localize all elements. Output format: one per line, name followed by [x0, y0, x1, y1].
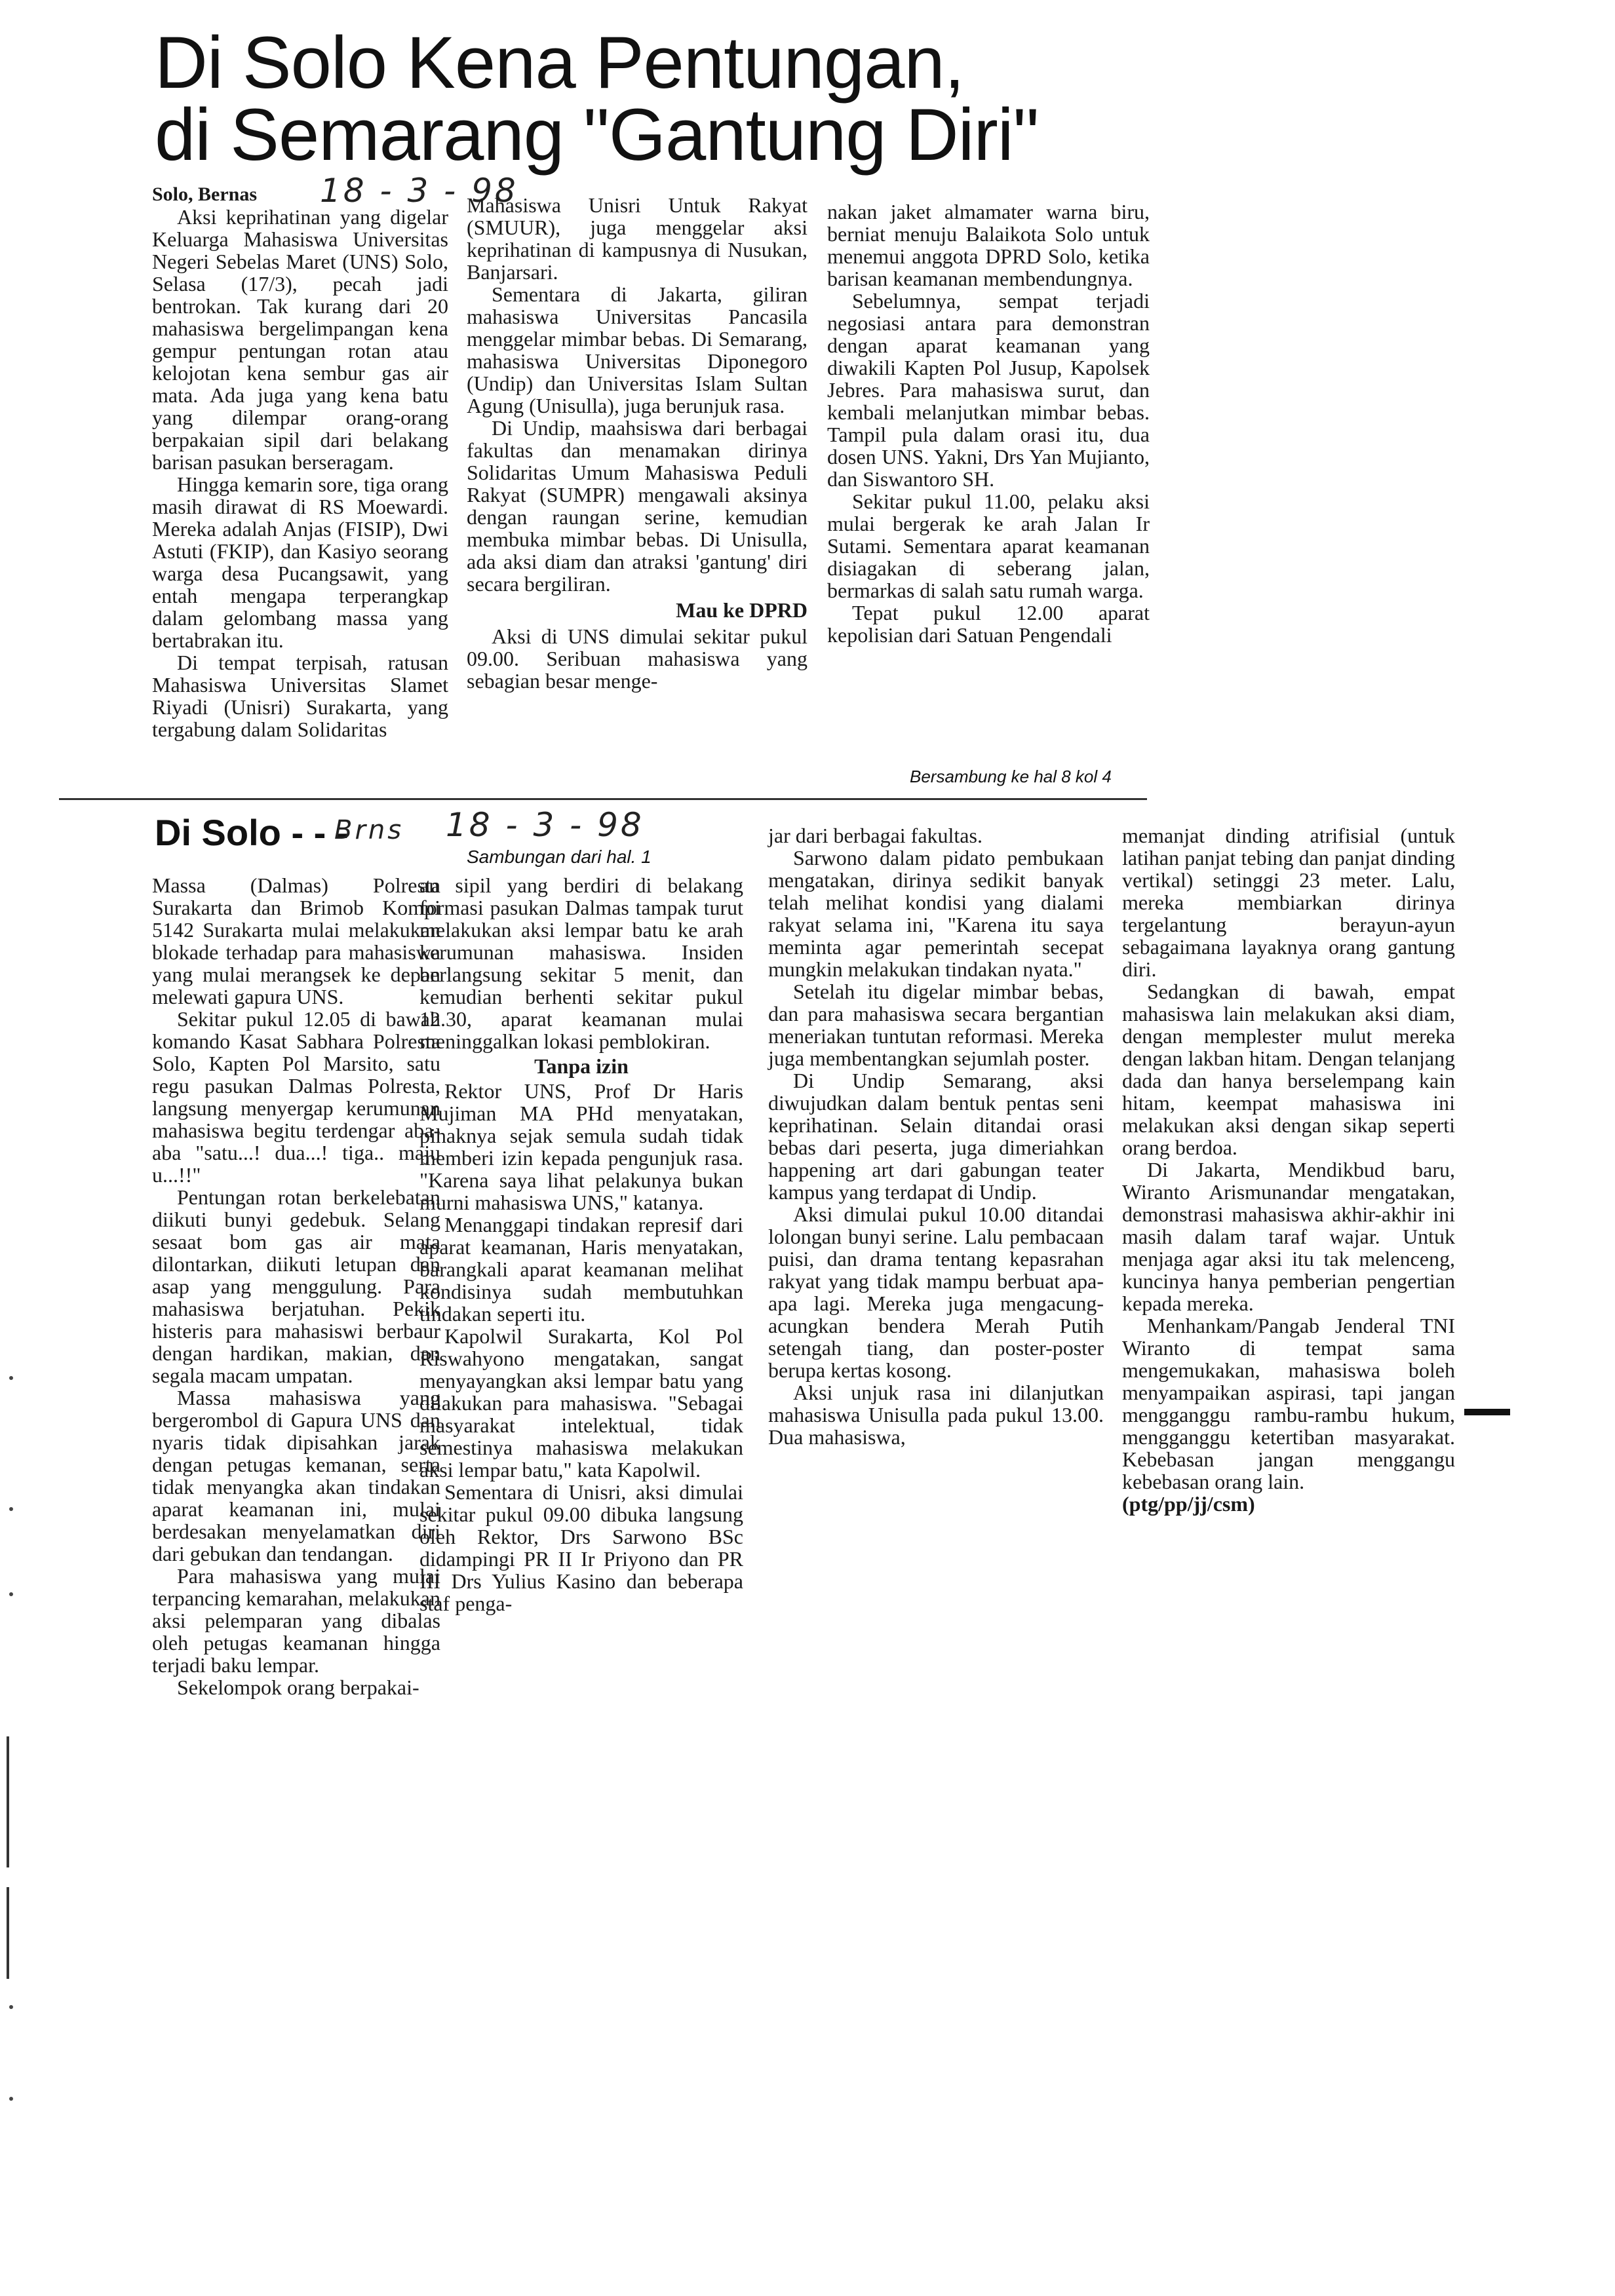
paragraph: Menhankam/Pangab Jenderal TNI Wiranto di tempat sama mengemukakan, mahasiswa boleh menyampaikan aspirasi, tapi jangan mengganggu rambu-rambu hukum, mengganggu ketertiban masyarakat. Kebebasan jangan menggangu kebebasan orang lain. — [1122, 1314, 1455, 1493]
article2-column-1 — [152, 874, 440, 1698]
paragraph: Di tempat terpisah, ratusan Mahasiswa Universitas Slamet Riyadi (Unisri) Surakarta, yang tergabung dalam Solidaritas — [152, 651, 448, 741]
scan-dot — [9, 1592, 13, 1596]
paragraph: Sekelompok orang berpakai- — [177, 1675, 419, 1699]
paragraph: Tepat pukul 12.00 aparat kepolisian dari Satuan Pengendali — [827, 601, 1150, 647]
article2-column-3 — [768, 824, 1104, 1448]
article2-title: Di Solo - - - — [155, 812, 349, 853]
article2-column-4 — [1122, 824, 1455, 1515]
paragraph: Hingga kemarin sore, tiga orang masih dirawat di RS Moewardi. Mereka adalah Anjas (FISIP), Dwi Astuti (FKIP), dan Kasiyo seorang warga desa Pucangsawit, yang entah mengapa terperangkap dalam gelombang massa yang bertabrakan itu. — [152, 472, 448, 652]
paragraph: Sedangkan di bawah, empat mahasiswa lain melakukan aksi diam, dengan memplester mulut mereka dengan lakban hitam. Dengan telanjang dada dan hanya berselempang kain hitam, keempat mahasiswa ini melakukan aksi dengan sikap seperti orang berdoa. — [1122, 980, 1455, 1159]
author-initials: (ptg/pp/jj/csm) — [1122, 1492, 1255, 1516]
dateline: Solo, Bernas — [152, 183, 258, 205]
article1-column-2 — [467, 194, 808, 692]
continued-from-note: Sambungan dari hal. 1 — [467, 847, 652, 867]
scan-dot — [9, 1376, 13, 1380]
headline-line-1: Di Solo Kena Pentungan, — [155, 22, 964, 104]
paragraph: Aksi unjuk rasa ini dilanjutkan mahasiswa Unisulla pada pukul 13.00. Dua mahasiswa, — [768, 1381, 1104, 1449]
paragraph: Sarwono dalam pidato pembukaan mengatakan, dirinya sedikit banyak telah melihat kondisi yang dialami rakyat selama ini, "Karena itu saya meminta agar pemerintah secepat mungkin melakukan tindakan nyata." — [768, 846, 1104, 981]
paragraph: Massa mahasiswa yang bergerombol di Gapura UNS dan nyaris tidak dipisahkan jarak dengan petugas kemanan, serta tidak menyangka akan tindakan aparat keamanan ini, mulai berdesakan menyelamatkan diri dari gebukan dan tendangan. — [152, 1386, 440, 1565]
article2-column-2 — [419, 874, 743, 1615]
headline-line-2: di Semarang "Gantung Diri" — [155, 94, 1039, 176]
paragraph: Rektor UNS, Prof Dr Haris Mujiman MA PHd menyatakan, pihaknya sejak semula sudah tidak memberi izin kepada pengunjuk rasa. "Karena saya lihat pelakunya bukan murni mahasiswa UNS," katanya. — [419, 1079, 743, 1214]
paragraph: Kapolwil Surakarta, Kol Pol Riswahyono mengatakan, sangat menyayangkan aksi lempar batu yang dilakukan para mahasiswa. "Sebagai masyarakat intelektual, tidak semestinya mahasiswa melakukan aksi lempar batu," kata Kapolwil. — [419, 1324, 743, 1482]
paragraph: memanjat dinding atrifisial (untuk latihan panjat tebing dan panjat dinding vertikal) setinggi 23 meter. Lalu, mereka membiarkan dirinya tergelantung berayun-ayun sebagaimana layaknya orang gantung diri. — [1122, 824, 1455, 981]
scan-dot — [9, 1507, 13, 1511]
paragraph: Di Jakarta, Mendikbud baru, Wiranto Arismunandar mengatakan, demonstrasi mahasiswa akhir-akhir ini masih dalam taraf wajar. Untuk menjaga agar aksi itu tak melenceng, kuncinya hanya pemberian pengertian kepada mereka. — [1122, 1158, 1455, 1315]
paragraph: Di Undip Semarang, aksi diwujudkan dalam bentuk pentas seni keprihatinan. Selain ditandai orasi bebas dari peserta, juga dimeriahkan happening art dari gabungan teater kampus yang terdapat di Undip. — [768, 1069, 1104, 1204]
paragraph: Sekitar pukul 11.00, pelaku aksi mulai bergerak ke arah Jalan Ir Sutami. Sementara aparat keamanan disiagakan di seberang jalan, bermarkas di salah satu rumah warga. — [827, 489, 1150, 602]
paragraph: jar dari berbagai fakultas. — [768, 824, 983, 847]
continued-note: Bersambung ke hal 8 kol 4 — [910, 767, 1112, 786]
paragraph: Sementara di Unisri, aksi dimulai sekitar pukul 09.00 dibuka langsung oleh Rektor, Drs Sarwono BSc didampingi PR II Ir Priyono dan PR III Drs Yulius Kasino dan beberapa staf penga- — [419, 1480, 743, 1615]
paragraph: Setelah itu digelar mimbar bebas, dan para mahasiswa secara bergantian meneriakan tuntutan reformasi. Mereka juga membentangkan sejumlah poster. — [768, 980, 1104, 1070]
subheading-mau-ke-dprd: Mau ke DPRD — [676, 598, 808, 622]
paragraph: an sipil yang berdiri di belakang formasi pasukan Dalmas tampak turut melakukan aksi lempar batu ke arah kerumunan mahasiswa. Insiden berlangsung sekitar 5 menit, dan kemudian berhenti sekitar pukul 12.30, aparat keamanan mulai meninggalkan lokasi pemblokiran. — [419, 873, 743, 1053]
paragraph: Para mahasiswa yang mulai terpancing kemarahan, melakukan aksi pelemparan yang dibalas oleh petugas keamanan hingga terjadi baku lempar. — [152, 1564, 440, 1677]
section-divider — [59, 798, 1147, 800]
scan-edge-line — [7, 1736, 9, 1867]
scan-mark — [1464, 1409, 1510, 1415]
scan-dot — [9, 2097, 13, 2101]
paragraph: Aksi di UNS dimulai sekitar pukul 09.00. Seribuan mahasiswa yang sebagian besar menge- — [467, 624, 808, 693]
paragraph: Mahasiswa Unisri Untuk Rakyat (SMUUR), juga menggelar aksi keprihatinan di kampusnya di Nusukan, Banjarsari. — [467, 193, 808, 284]
paragraph: Sekitar pukul 12.05 di bawah komando Kasat Sabhara Polresta Solo, Kapten Pol Marsito, satu regu pasukan Dalmas Polresta, langsung menyergap kerumunan mahasiswa begitu terdengar aba-aba "satu...! dua...! tiga.. maju u...!!" — [152, 1007, 440, 1187]
handwritten-note: Brns — [334, 815, 404, 845]
paragraph: Sementara di Jakarta, giliran mahasiswa Universitas Pancasila menggelar mimbar bebas. Di Semarang, mahasiswa Universitas Diponegoro (Undip) dan Universitas Islam Sultan Agung (Unisulla), juga berunjuk rasa. — [467, 282, 808, 417]
paragraph: Aksi dimulai pukul 10.00 ditandai lolongan bunyi serine. Lalu pembacaan puisi, dan drama tentang kepasrahan rakyat yang tidak mampu berbuat apa-apa lagi. Mereka juga mengacung-acungkan bendera Merah Putih setengah tiang, dan poster-poster berupa kertas kosong. — [768, 1202, 1104, 1382]
scan-edge-line — [7, 1887, 9, 1979]
paragraph: Di Undip, maahsiswa dari berbagai fakultas dan menamakan dirinya Solidaritas Umum Mahasiswa Peduli Rakyat (SUMPR) mengawali aksinya dengan raungan serine, kemudian membuka mimbar bebas. Di Unisulla, ada aksi diam dan atraksi 'gantung' diri secara bergiliran. — [467, 416, 808, 596]
scan-dot — [9, 2005, 13, 2009]
paragraph: Sebelumnya, sempat terjadi negosiasi antara para demonstran dengan aparat keamanan yang diwakili Kapten Pol Jusup, Kapolsek Jebres. Para mahasiswa surut, dan kembali melanjutkan mimbar bebas. Tampil pula dalam orasi itu, dua dosen UNS. Yakni, Drs Yan Mujianto, dan Siswantoro SH. — [827, 289, 1150, 491]
handwritten-date-bottom: 18 - 3 - 98 — [446, 806, 644, 844]
paragraph: Menanggapi tindakan represif dari aparat keamanan, Haris menyatakan, barangkali aparat keamanan melihat kondisinya sudah membutuhkan tindakan seperti itu. — [419, 1213, 743, 1326]
article1-column-1 — [152, 182, 448, 740]
subheading-tanpa-izin: Tanpa izin — [534, 1054, 629, 1078]
paragraph: Aksi keprihatinan yang digelar Keluarga Mahasiswa Universitas Negeri Sebelas Maret (UNS) Solo, Selasa (17/3), pecah jadi bentrokan. Tak kurang dari 20 mahasiswa bergelimpangan kena gempur pentungan rotan atau kelojotan kena sembur gas air mata. Ada juga yang kena batu yang dilempar orang-orang berpakaian sipil dari belakang barisan pasukan berseragam. — [152, 205, 448, 474]
paragraph: Massa (Dalmas) Polresta Surakarta dan Brimob Kompi 5142 Surakarta mulai melakukan blokade terhadap para mahasiswa yang mulai merangsek ke depan melewati gapura UNS. — [152, 873, 440, 1008]
handwritten-date-top: 18 - 3 - 98 — [320, 172, 518, 210]
article1-column-3 — [827, 201, 1150, 646]
paragraph: nakan jaket almamater warna biru, berniat menuju Balaikota Solo untuk menemui anggota DPRD Solo, ketika barisan keamanan membendungnya. — [827, 200, 1150, 290]
paragraph: Pentungan rotan berkelebatan diikuti bunyi gedebuk. Selang sesaat bom gas air mata dilontarkan, diikuti letupan dan asap yang menggulung. Para mahasiswa berjatuhan. Pekik histeris para mahasiswi berbaur dengan hardikan, makian, dan segala macam umpatan. — [152, 1185, 440, 1387]
